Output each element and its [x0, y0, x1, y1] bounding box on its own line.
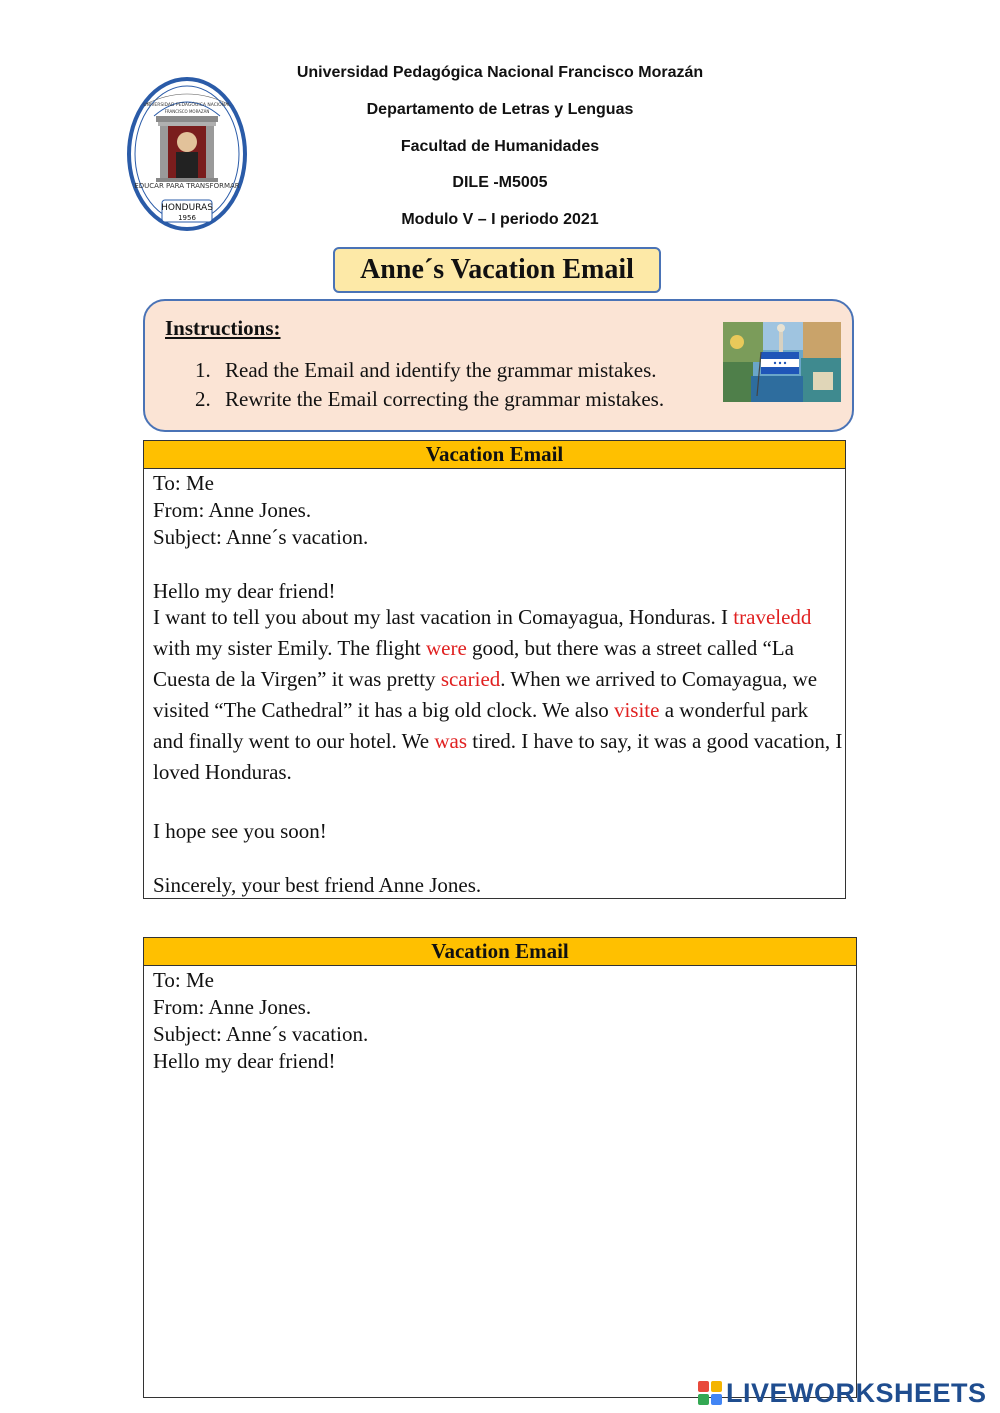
grammar-mistake[interactable]: visite: [613, 698, 660, 722]
seal-name-text: FRANCISCO MORAZÁN: [164, 109, 210, 114]
instruction-text: Rewrite the Email correcting the grammar mistakes.: [225, 387, 665, 411]
seal-country: HONDURAS: [161, 203, 213, 213]
vacation-email-original: [143, 440, 846, 899]
university-seal-logo: [126, 76, 248, 232]
instruction-number: 1.: [195, 358, 211, 382]
grammar-mistake[interactable]: was: [434, 729, 468, 753]
body-text: . When we arrived to Comayagua, we visited “The Cathedral” it has a big old clock. We also: [153, 667, 818, 722]
grammar-mistake[interactable]: scaried: [440, 667, 501, 691]
body-text: I want to tell you about my last vacation in Comayagua, Honduras. I: [153, 605, 734, 629]
page-title: Anne´s Vacation Email: [333, 247, 661, 293]
university-name: Universidad Pedagógica Nacional Francisco Morazán: [296, 64, 704, 81]
email-subject: Subject: Anne´s vacation.: [153, 1022, 369, 1046]
faculty-name: Facultad de Humanidades: [400, 138, 600, 155]
email-to: To: Me: [153, 471, 214, 495]
department-name: Departamento de Letras y Lenguas: [366, 101, 634, 118]
email-subject: Subject: Anne´s vacation.: [153, 525, 369, 549]
email-hope-line: I hope see you soon!: [153, 819, 327, 843]
email-closing: Sincerely, your best friend Anne Jones.: [153, 873, 482, 897]
period-label: Modulo V – I periodo 2021: [401, 211, 599, 228]
email-greeting: Hello my dear friend!: [153, 1049, 336, 1073]
email-greeting: Hello my dear friend!: [153, 579, 336, 603]
liveworksheets-watermark: [698, 1376, 987, 1410]
body-text: with my sister Emily. The flight: [153, 636, 426, 660]
email-body: [153, 602, 843, 788]
liveworksheets-logo-icon: [698, 1381, 722, 1405]
course-code: DILE -M5005: [452, 174, 548, 191]
seal-motto: EDUCAR PARA TRANSFORMAR: [134, 182, 240, 190]
email-header: Vacation Email: [144, 938, 856, 966]
seal-top-text: UNIVERSIDAD PEDAGÓGICA NACIONAL: [143, 103, 231, 108]
seal-year: 1956: [178, 214, 196, 222]
body-text: good, but there was a street called “La Cuesta de la Virgen” it was pretty: [153, 636, 794, 691]
instruction-item: [195, 387, 664, 412]
grammar-mistake[interactable]: were: [425, 636, 467, 660]
body-text: a wonderful park and finally went to our hotel. We: [153, 698, 809, 753]
instruction-number: 2.: [195, 387, 211, 411]
watermark-text: LIVEWORKSHEETS: [726, 1377, 987, 1408]
instructions-heading: Instructions:: [165, 316, 281, 340]
vacation-email-rewrite: [143, 937, 857, 1398]
body-text: tired. I have to say, it was a good vacation, I loved Honduras.: [153, 729, 843, 784]
email-from: From: Anne Jones.: [153, 498, 312, 522]
email-header: Vacation Email: [144, 441, 845, 469]
email-from: From: Anne Jones.: [153, 995, 312, 1019]
instruction-text: Read the Email and identify the grammar mistakes.: [225, 358, 657, 382]
grammar-mistake[interactable]: traveledd: [733, 605, 812, 629]
instruction-item: [195, 358, 657, 383]
honduras-collage-image: [723, 322, 841, 402]
email-to: To: Me: [153, 968, 214, 992]
rewrite-answer-area[interactable]: [144, 1078, 856, 1397]
